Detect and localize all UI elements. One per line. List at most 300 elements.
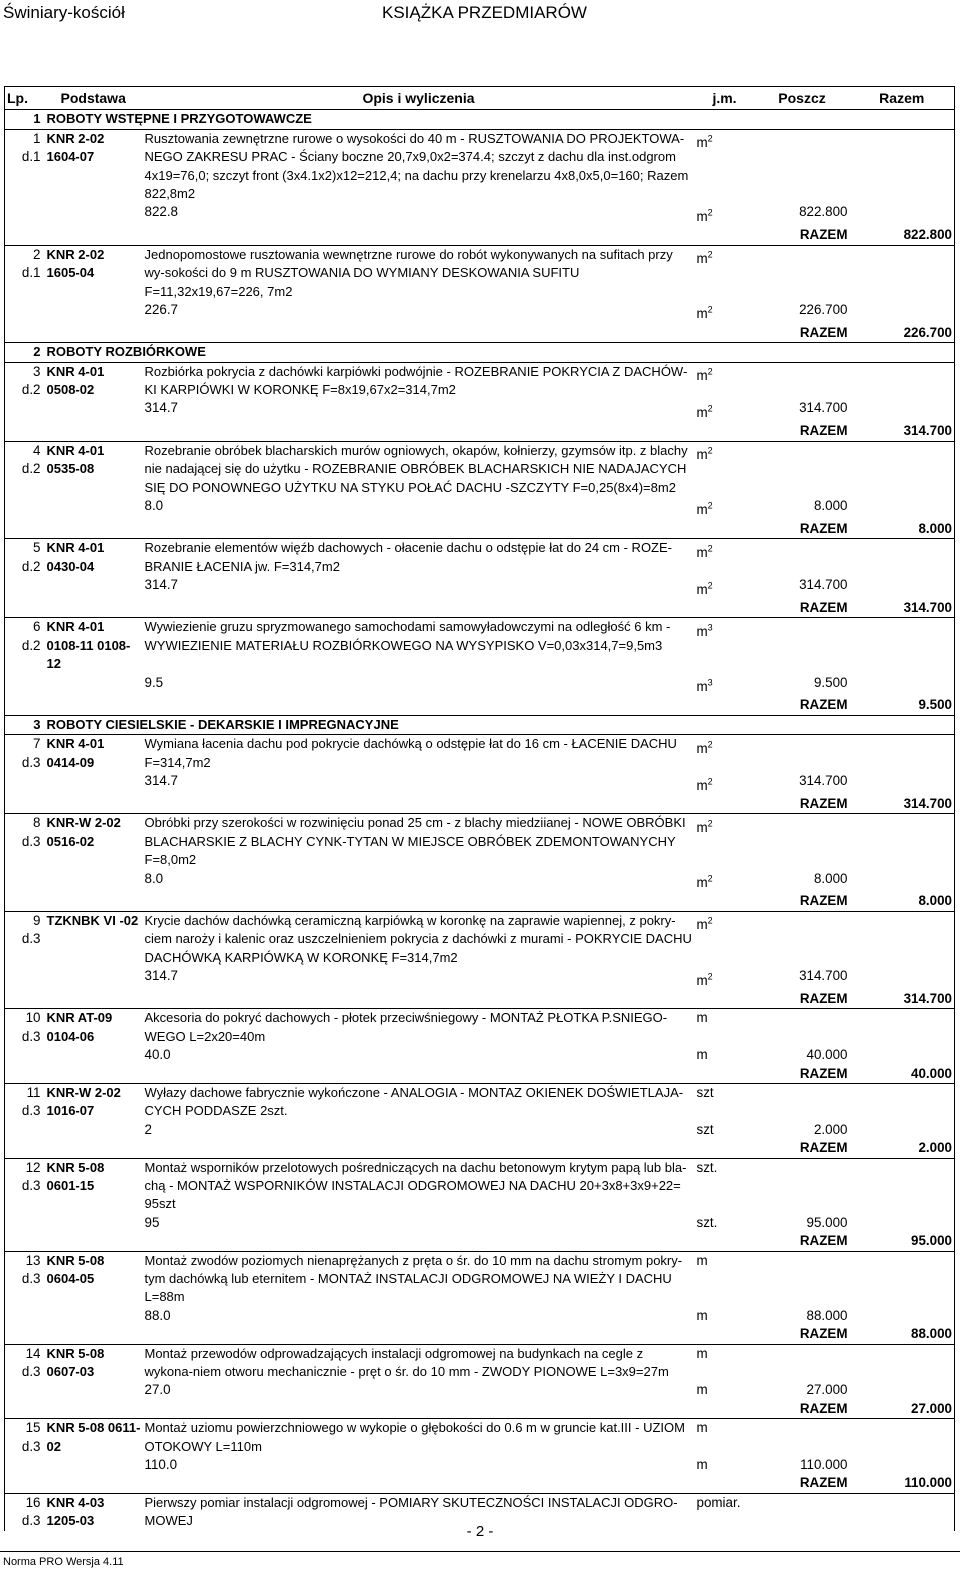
item-razem-total: 314.700 xyxy=(850,795,955,814)
razem-row xyxy=(5,892,955,911)
razem-lp-spacer xyxy=(5,226,45,245)
unit-text: $m^3$ xyxy=(696,622,713,639)
item-poszcz: 8.000 xyxy=(813,497,848,513)
razem-lp-spacer xyxy=(5,990,45,1009)
item-quantity: 27.0 xyxy=(144,1382,171,1398)
item-razem-total: 110.000 xyxy=(850,1474,955,1493)
item-unit xyxy=(695,1009,755,1046)
item-description: Rusztowania zewnętrzne rurowe o wysokości do 40 m - RUSZTOWANIA DO PROJEKTOWA-NEGO ZAKRESU PRAC - Ściany boczne 20,7x9,0x2=374.4; szczyt z dachu dla inst.odgrom 4x19=76,0; szczyt front (3x4.1x2)x12=212,4; na dachu przy krenelarzu 4x8,0x5,0=160; Razem 822,8m2 xyxy=(143,129,695,203)
item-unit xyxy=(695,1344,755,1381)
item-spacer xyxy=(755,129,850,203)
item-number: 3 xyxy=(33,363,41,379)
item-number: 15 xyxy=(25,1420,41,1436)
item-description: Akcesoria do pokryć dachowych - płotek przeciwśniegowy - MONTAŻ PŁOTKA P.SNIEGO-WEGO L=2x20=40m xyxy=(143,1009,695,1046)
item-lp xyxy=(5,1158,45,1214)
item-razem-total: 27.000 xyxy=(850,1400,955,1419)
section-row xyxy=(5,715,955,734)
item-basis: KNR 4-01 0108-11 0108-12 xyxy=(45,618,143,674)
item-number: 1 xyxy=(33,130,41,146)
table-header-row xyxy=(5,87,955,110)
item-quantity: 314.7 xyxy=(144,968,179,984)
razem-basis-spacer xyxy=(45,324,143,343)
qty-lp-spacer xyxy=(5,301,45,324)
item-razem-total: 314.700 xyxy=(850,599,955,618)
razem-row xyxy=(5,990,955,1009)
razem-label: RAZEM xyxy=(695,795,850,814)
item-division: d.2 xyxy=(21,637,41,653)
unit-text: m xyxy=(696,1307,708,1323)
item-quantity: 822.8 xyxy=(144,204,179,220)
unit-text: $m^2$ xyxy=(696,818,713,835)
razem-row xyxy=(5,226,955,245)
qty-total-spacer xyxy=(850,772,955,795)
item-lp xyxy=(5,129,45,203)
item-razem-total: 95.000 xyxy=(850,1232,955,1251)
qty-lp-spacer xyxy=(5,1046,45,1064)
quantity-row xyxy=(5,1456,955,1474)
page-number: - 2 - xyxy=(466,1523,494,1540)
item-number: 13 xyxy=(25,1252,41,1268)
razem-lp-spacer xyxy=(5,520,45,539)
item-poszcz: 226.700 xyxy=(799,301,848,317)
unit-text: $m^2$ xyxy=(696,915,713,933)
qty-lp-spacer xyxy=(5,576,45,599)
razem-row xyxy=(5,520,955,539)
item-row xyxy=(5,814,955,870)
item-poszcz: 314.700 xyxy=(799,968,848,984)
razem-row xyxy=(5,1232,955,1251)
item-division: d.3 xyxy=(21,1103,41,1119)
item-quantity: 110.0 xyxy=(144,1457,178,1473)
qty-lp-spacer xyxy=(5,497,45,520)
item-spacer-total xyxy=(850,539,955,576)
item-description: Rozebranie obróbek blacharskich murów ogniowych, okapów, kołnierzy, gzymsów itp. z blachy nie nadającej się do użytku - ROZEBRANIE OBRÓBEK BLACHARSKICH NIE NADAJACYCH SIĘ DO PONOWNEGO UŻYTKU NA STYKU POŁAĆ DACHU -SZCZYTY F=0,25(8x4)=8m2 xyxy=(143,441,695,497)
razem-label: RAZEM xyxy=(695,1065,850,1084)
item-lp xyxy=(5,441,45,497)
razem-row xyxy=(5,696,955,715)
quantity-row xyxy=(5,1214,955,1232)
item-lp xyxy=(5,1083,45,1120)
item-row xyxy=(5,1083,955,1120)
razem-lp-spacer xyxy=(5,1400,45,1419)
item-division: d.2 xyxy=(21,558,41,574)
qty-total-spacer xyxy=(850,301,955,324)
unit-text: szt xyxy=(696,1084,714,1100)
item-quantity-unit xyxy=(695,674,755,697)
qty-total-spacer xyxy=(850,967,955,990)
razem-label: RAZEM xyxy=(695,1400,850,1419)
item-row xyxy=(5,1344,955,1381)
item-poszcz: 9.500 xyxy=(813,674,848,690)
item-basis: KNR-W 2-02 0516-02 xyxy=(45,814,143,870)
item-unit xyxy=(695,539,755,576)
quantity-row xyxy=(5,1307,955,1325)
item-number: 11 xyxy=(26,1084,41,1100)
qty-basis-spacer xyxy=(45,674,143,697)
item-basis: KNR 5-08 0611-02 xyxy=(45,1419,143,1456)
item-spacer-total xyxy=(850,129,955,203)
razem-lp-spacer xyxy=(5,1065,45,1084)
item-quantity: 88.0 xyxy=(144,1307,171,1323)
unit-text: m xyxy=(696,1047,708,1063)
item-unit xyxy=(695,1251,755,1307)
qty-basis-spacer xyxy=(45,301,143,324)
item-spacer xyxy=(755,1083,850,1120)
unit-text: $m^2$ xyxy=(696,366,713,384)
item-quantity-unit xyxy=(695,1046,755,1064)
item-description: Krycie dachów dachówką ceramiczną karpiówką w koronkę na zaprawie wapiennej, z pokry-ciem naroży i kalenic oraz uszczelnieniem pokrycia z dachówki z murami - POKRYCIE DACHU DACHÓWKĄ KARPIÓWKĄ W KORONKĘ F=314,7m2 xyxy=(143,911,695,967)
razem-basis-spacer xyxy=(45,1232,143,1251)
estimate-table xyxy=(4,86,955,1531)
item-poszcz: 314.700 xyxy=(799,773,848,789)
razem-desc-spacer xyxy=(143,990,695,1009)
qty-total-spacer xyxy=(850,1456,955,1474)
item-number: 2 xyxy=(33,246,41,262)
razem-lp-spacer xyxy=(5,892,45,911)
unit-text: $m^2$ xyxy=(696,971,713,988)
item-spacer-total xyxy=(850,441,955,497)
section-number: 2 xyxy=(5,343,45,362)
razem-desc-spacer xyxy=(143,892,695,911)
razem-desc-spacer xyxy=(143,1325,695,1344)
item-razem-total: 88.000 xyxy=(850,1325,955,1344)
item-spacer-total xyxy=(850,1083,955,1120)
quantity-row xyxy=(5,203,955,226)
razem-basis-spacer xyxy=(45,696,143,715)
razem-row xyxy=(5,1400,955,1419)
section-number: 1 xyxy=(5,110,45,129)
item-spacer-total xyxy=(850,1009,955,1046)
razem-lp-spacer xyxy=(5,1139,45,1158)
item-description: Montaż wsporników przelotowych pośredniczących na dachu betonowym krytym papą lub bla-chą - MONTAŻ WSPORNIKÓW INSTALACJI ODGROMOWEJ NA DACHU 20+3x8+3x9+22= 95szt xyxy=(143,1158,695,1214)
razem-basis-spacer xyxy=(45,1065,143,1084)
razem-desc-spacer xyxy=(143,520,695,539)
item-quantity: 8.0 xyxy=(144,497,164,513)
unit-text: $m^2$ xyxy=(696,776,713,793)
item-poszcz: 314.700 xyxy=(799,577,848,593)
item-quantity-unit xyxy=(695,1456,755,1474)
section-spacer xyxy=(850,715,955,734)
item-division: d.1 xyxy=(21,149,41,165)
qty-lp-spacer xyxy=(5,870,45,893)
item-basis: KNR 4-01 0535-08 xyxy=(45,441,143,497)
quantity-row xyxy=(5,772,955,795)
item-description: Jednopomostowe rusztowania wewnętrzne rurowe do robót wykonywanych na sufitach przy wy-sokości do 9 m RUSZTOWANIA DO WYMIANY DESKOWANIA SUFITU F=11,32x19,67=226, 7m2 xyxy=(143,245,695,301)
razem-basis-spacer xyxy=(45,520,143,539)
item-spacer xyxy=(755,1009,850,1046)
razem-lp-spacer xyxy=(5,1325,45,1344)
item-poszcz: 822.800 xyxy=(799,204,848,220)
item-razem-total: 2.000 xyxy=(850,1139,955,1158)
item-poszcz: 110.000 xyxy=(800,1457,848,1473)
item-razem-total: 226.700 xyxy=(850,324,955,343)
item-unit xyxy=(695,911,755,967)
razem-row xyxy=(5,1065,955,1084)
document-header-title: KSIĄŻKA PRZEDMIARÓW xyxy=(382,3,587,22)
qty-basis-spacer xyxy=(45,576,143,599)
item-basis: TZKNBK VI -02 xyxy=(45,911,143,967)
razem-desc-spacer xyxy=(143,795,695,814)
item-number: 16 xyxy=(25,1494,41,1510)
item-razem-total: 8.000 xyxy=(850,520,955,539)
razem-basis-spacer xyxy=(45,990,143,1009)
qty-lp-spacer xyxy=(5,1121,45,1139)
section-title: ROBOTY CIESIELSKIE - DEKARSKIE I IMPREGNACYJNE xyxy=(45,715,850,734)
item-poszcz: 8.000 xyxy=(813,870,848,886)
item-spacer-total xyxy=(850,1158,955,1214)
item-quantity: 226.7 xyxy=(144,301,179,317)
item-quantity-unit xyxy=(695,1307,755,1325)
razem-basis-spacer xyxy=(45,1139,143,1158)
item-description: Rozebranie elementów więźb dachowych - ołacenie dachu o odstępie łat do 24 cm - ROZE-BRANIE ŁACENIA jw. F=314,7m2 xyxy=(143,539,695,576)
razem-label: RAZEM xyxy=(695,696,850,715)
item-row xyxy=(5,441,955,497)
item-row xyxy=(5,618,955,674)
footer-divider xyxy=(0,1551,960,1552)
razem-desc-spacer xyxy=(143,1400,695,1419)
section-spacer xyxy=(850,110,955,129)
item-quantity-unit xyxy=(695,576,755,599)
unit-text: $m^2$ xyxy=(696,133,713,151)
item-number: 8 xyxy=(33,815,41,831)
item-row xyxy=(5,539,955,576)
quantity-row xyxy=(5,674,955,697)
razem-lp-spacer xyxy=(5,324,45,343)
section-row xyxy=(5,343,955,362)
razem-label: RAZEM xyxy=(695,1139,850,1158)
qty-basis-spacer xyxy=(45,497,143,520)
item-basis: KNR 2-02 1604-07 xyxy=(45,129,143,203)
qty-lp-spacer xyxy=(5,674,45,697)
qty-total-spacer xyxy=(850,497,955,520)
col-header-razem: Razem xyxy=(850,87,955,110)
razem-row xyxy=(5,422,955,441)
qty-lp-spacer xyxy=(5,1381,45,1399)
item-number: 14 xyxy=(25,1345,41,1361)
item-unit xyxy=(695,129,755,203)
item-number: 5 xyxy=(33,540,41,556)
razem-lp-spacer xyxy=(5,422,45,441)
item-description: Rozbiórka pokrycia z dachówki karpiówki podwójnie - ROZEBRANIE POKRYCIA Z DACHÓW-KI KARPIÓWKI W KORONKĘ F=8x19,67x2=314,7m2 xyxy=(143,362,695,399)
unit-text: m xyxy=(696,1345,708,1361)
item-quantity-unit xyxy=(695,772,755,795)
item-description: Montaż zwodów poziomych nienaprężanych z pręta o śr. do 10 mm na dachu stromym pokry-tym dachówką lub eternitem - MONTAŻ INSTALACJI ODGROMOWEJ NA WIEŻY I DACHU L=88m xyxy=(143,1251,695,1307)
razem-row xyxy=(5,324,955,343)
razem-lp-spacer xyxy=(5,696,45,715)
item-number: 9 xyxy=(33,912,41,928)
qty-total-spacer xyxy=(850,1214,955,1232)
razem-label: RAZEM xyxy=(695,226,850,245)
item-division: d.3 xyxy=(21,1513,41,1529)
unit-text: m xyxy=(696,1382,708,1398)
col-header-unit: j.m. xyxy=(695,87,755,110)
unit-text: $m^2$ xyxy=(696,543,713,560)
unit-text: $m^2$ xyxy=(696,207,713,224)
razem-desc-spacer xyxy=(143,696,695,715)
item-quantity: 314.7 xyxy=(144,773,179,789)
item-row xyxy=(5,735,955,772)
qty-total-spacer xyxy=(850,1381,955,1399)
razem-basis-spacer xyxy=(45,226,143,245)
unit-text: m xyxy=(696,1252,708,1268)
item-basis: KNR 4-01 0430-04 xyxy=(45,539,143,576)
item-razem-total: 314.700 xyxy=(850,990,955,1009)
razem-basis-spacer xyxy=(45,422,143,441)
qty-basis-spacer xyxy=(45,203,143,226)
razem-row xyxy=(5,599,955,618)
item-spacer xyxy=(755,1158,850,1214)
item-spacer xyxy=(755,814,850,870)
item-division: d.3 xyxy=(21,1177,41,1193)
razem-label: RAZEM xyxy=(695,1474,850,1493)
section-number: 3 xyxy=(5,715,45,734)
item-lp xyxy=(5,1344,45,1381)
razem-label: RAZEM xyxy=(695,1232,850,1251)
razem-lp-spacer xyxy=(5,795,45,814)
item-description: Wywiezienie gruzu spryzmowanego samochodami samowyładowczymi na odległość 6 km - WYWIEZIENIE MATERIAŁU ROZBIÓRKOWEGO NA WYSYPISKO V=0,03x314,7=9,5m3 xyxy=(143,618,695,674)
item-basis: KNR 4-01 0508-02 xyxy=(45,362,143,399)
item-spacer-total xyxy=(850,814,955,870)
razem-basis-spacer xyxy=(45,599,143,618)
item-poszcz: 40.000 xyxy=(806,1047,848,1063)
razem-basis-spacer xyxy=(45,892,143,911)
item-basis: KNR 5-08 0604-05 xyxy=(45,1251,143,1307)
razem-label: RAZEM xyxy=(695,892,850,911)
item-row xyxy=(5,129,955,203)
qty-basis-spacer xyxy=(45,1307,143,1325)
item-poszcz: 95.000 xyxy=(806,1214,848,1230)
razem-desc-spacer xyxy=(143,1065,695,1084)
qty-lp-spacer xyxy=(5,203,45,226)
unit-text: szt. xyxy=(696,1159,718,1175)
item-quantity: 40.0 xyxy=(144,1047,171,1063)
item-quantity: 9.5 xyxy=(144,674,164,690)
quantity-row xyxy=(5,1046,955,1064)
item-division: d.3 xyxy=(21,1028,41,1044)
item-quantity-unit xyxy=(695,1121,755,1139)
item-number: 10 xyxy=(25,1010,41,1026)
unit-text: m xyxy=(696,1010,708,1026)
razem-desc-spacer xyxy=(143,599,695,618)
item-number: 4 xyxy=(33,442,41,458)
razem-label: RAZEM xyxy=(695,990,850,1009)
qty-basis-spacer xyxy=(45,1121,143,1139)
item-spacer xyxy=(755,245,850,301)
item-lp xyxy=(5,1251,45,1307)
unit-text: $m^2$ xyxy=(696,403,713,420)
item-spacer xyxy=(755,911,850,967)
item-spacer xyxy=(755,1419,850,1456)
item-basis: KNR 4-01 0414-09 xyxy=(45,735,143,772)
item-number: 12 xyxy=(25,1159,41,1175)
item-division: d.3 xyxy=(21,931,41,947)
item-unit xyxy=(695,362,755,399)
item-basis: KNR 2-02 1605-04 xyxy=(45,245,143,301)
item-razem-total: 8.000 xyxy=(850,892,955,911)
item-spacer xyxy=(755,539,850,576)
item-spacer-total xyxy=(850,618,955,674)
razem-desc-spacer xyxy=(143,1474,695,1493)
quantity-row xyxy=(5,967,955,990)
item-poszcz: 2.000 xyxy=(813,1121,848,1137)
item-lp xyxy=(5,618,45,674)
razem-label: RAZEM xyxy=(695,520,850,539)
item-spacer xyxy=(755,735,850,772)
item-row xyxy=(5,911,955,967)
col-header-desc: Opis i wyliczenia xyxy=(143,87,695,110)
quantity-row xyxy=(5,870,955,893)
item-unit xyxy=(695,245,755,301)
item-quantity-unit xyxy=(695,399,755,422)
razem-basis-spacer xyxy=(45,1325,143,1344)
razem-desc-spacer xyxy=(143,1232,695,1251)
item-row xyxy=(5,1009,955,1046)
item-razem-total: 9.500 xyxy=(850,696,955,715)
item-lp xyxy=(5,735,45,772)
qty-basis-spacer xyxy=(45,1381,143,1399)
razem-basis-spacer xyxy=(45,1474,143,1493)
item-lp xyxy=(5,911,45,967)
qty-total-spacer xyxy=(850,399,955,422)
item-unit xyxy=(695,735,755,772)
item-razem-total: 40.000 xyxy=(850,1065,955,1084)
item-basis: KNR 4-03 1205-03 xyxy=(45,1493,143,1530)
razem-label: RAZEM xyxy=(695,1325,850,1344)
item-spacer xyxy=(755,1251,850,1307)
item-quantity: 2 xyxy=(144,1121,152,1137)
col-header-poszcz: Poszcz xyxy=(755,87,850,110)
item-quantity-unit xyxy=(695,1214,755,1232)
item-spacer-total xyxy=(850,911,955,967)
item-description: Obróbki przy szerokości w rozwinięciu ponad 25 cm - z blachy miedziianej - NOWE OBRÓBKI BLACHARSKIE Z BLACHY CYNK-TYTAN W MIEJSCE OBRÓBEK ZDEMONTOWANYCHY F=8,0m2 xyxy=(143,814,695,870)
item-poszcz: 314.700 xyxy=(799,400,848,416)
item-quantity-unit xyxy=(695,870,755,893)
item-description: Montaż przewodów odprowadzających instalacji odgromowej na budynkach na cegle z wykona-niem otworu mechanicznie - pręt o śr. do 10 mm - ZWODY PIONOWE L=3x9=27m xyxy=(143,1344,695,1381)
unit-text: szt xyxy=(696,1121,714,1137)
quantity-row xyxy=(5,1381,955,1399)
qty-lp-spacer xyxy=(5,1456,45,1474)
item-row xyxy=(5,1251,955,1307)
razem-desc-spacer xyxy=(143,324,695,343)
razem-desc-spacer xyxy=(143,1139,695,1158)
item-number: 6 xyxy=(33,619,41,635)
item-unit xyxy=(695,1419,755,1456)
item-quantity: 314.7 xyxy=(144,400,179,416)
razem-row xyxy=(5,1325,955,1344)
item-spacer-total xyxy=(850,245,955,301)
item-unit xyxy=(695,1158,755,1214)
item-division: d.2 xyxy=(21,461,41,477)
item-unit xyxy=(695,814,755,870)
unit-text: $m^2$ xyxy=(696,739,713,756)
unit-text: $m^2$ xyxy=(696,580,713,597)
item-division: d.3 xyxy=(21,1438,41,1454)
unit-text: $m^2$ xyxy=(696,304,713,322)
item-quantity-unit xyxy=(695,1381,755,1399)
item-lp xyxy=(5,245,45,301)
item-poszcz: 27.000 xyxy=(806,1382,848,1398)
item-lp xyxy=(5,539,45,576)
section-spacer xyxy=(850,343,955,362)
razem-row xyxy=(5,1139,955,1158)
item-lp xyxy=(5,1009,45,1046)
item-number: 7 xyxy=(33,736,41,752)
section-row xyxy=(5,110,955,129)
qty-lp-spacer xyxy=(5,967,45,990)
quantity-row xyxy=(5,497,955,520)
item-description: Wymiana łacenia dachu pod pokrycie dachówką o odstępie łat do 16 cm - ŁACENIE DACHU F=314,7m2 xyxy=(143,735,695,772)
item-division: d.1 xyxy=(21,265,41,281)
